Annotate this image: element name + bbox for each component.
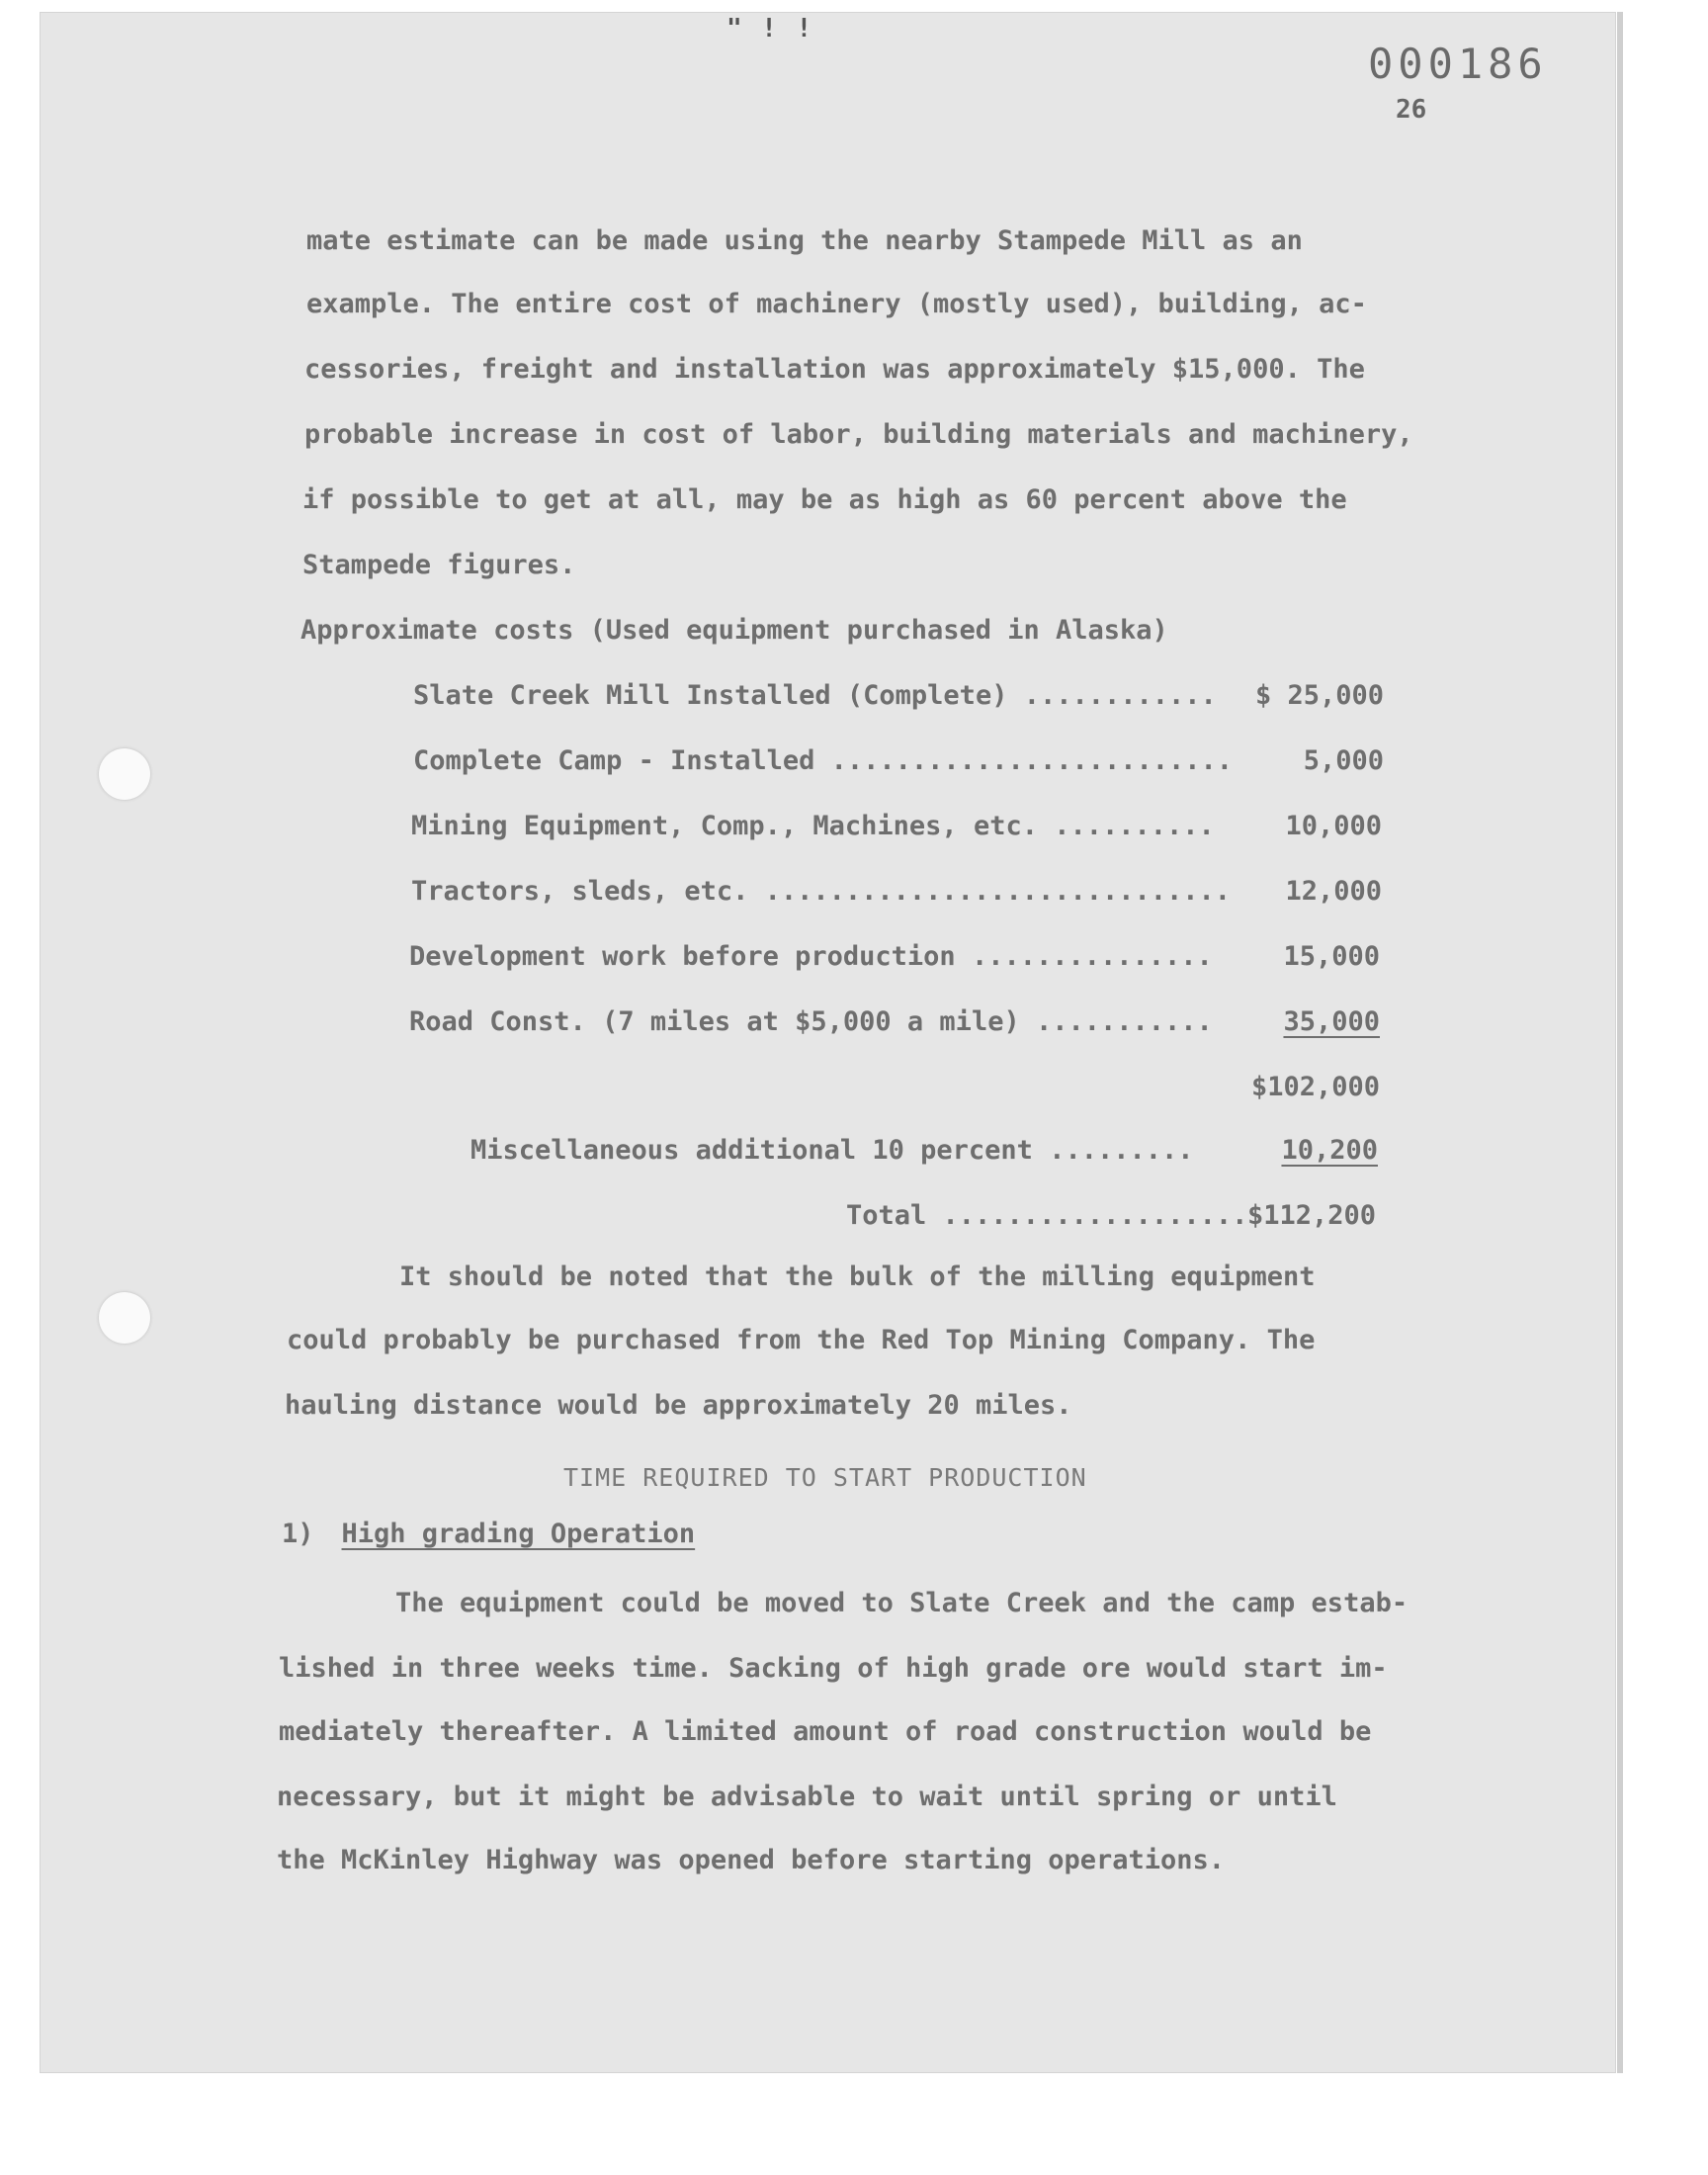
- note-line: It should be noted that the bulk of the milling equipment: [399, 1262, 1316, 1292]
- misc-row: [470, 1135, 1378, 1169]
- total-amount: $112,200: [1246, 1200, 1376, 1231]
- cost-row: [413, 680, 1384, 714]
- cost-label: Mining Equipment, Comp., Machines, etc. ..........: [411, 811, 1215, 841]
- cost-amount: 12,000: [1285, 876, 1382, 907]
- cost-amount: $ 25,000: [1254, 680, 1384, 711]
- section-heading: TIME REQUIRED TO START PRODUCTION: [563, 1463, 1087, 1492]
- cost-subtotal: $102,000: [1250, 1072, 1380, 1102]
- cost-amount: 35,000: [1283, 1006, 1380, 1037]
- page-number: 26: [1396, 95, 1427, 125]
- note-line: could probably be purchased from the Red Top Mining Company. The: [287, 1325, 1316, 1355]
- cost-amount: 15,000: [1283, 941, 1380, 972]
- cost-label: Tractors, sleds, etc. .............................: [411, 876, 1232, 907]
- intro-line: probable increase in cost of labor, building materials and machinery,: [304, 419, 1413, 450]
- cost-row: [409, 1006, 1380, 1040]
- costs-caption: Approximate costs (Used equipment purchased in Alaska): [300, 615, 1168, 646]
- misc-amount: 10,200: [1281, 1135, 1378, 1166]
- cost-amount: 10,000: [1285, 811, 1382, 841]
- scanned-page: [40, 12, 1616, 2073]
- binder-hole-bottom: [99, 1292, 150, 1344]
- subsection-title: High grading Operation: [341, 1519, 696, 1549]
- section-line: lished in three weeks time. Sacking of high grade ore would start im-: [279, 1653, 1388, 1684]
- section-line: the McKinley Highway was opened before starting operations.: [277, 1845, 1226, 1875]
- intro-line: if possible to get at all, may be as high as 60 percent above the: [302, 484, 1347, 515]
- total-row: [846, 1200, 1376, 1234]
- section-line: The equipment could be moved to Slate Creek and the camp estab-: [395, 1588, 1409, 1618]
- cost-row: [411, 876, 1382, 910]
- cost-label: Complete Camp - Installed .........................: [413, 745, 1234, 776]
- top-margin-mark: " ! !: [726, 14, 814, 44]
- intro-line: mate estimate can be made using the nearby Stampede Mill as an: [306, 225, 1303, 256]
- intro-line: cessories, freight and installation was approximately $15,000. The: [304, 354, 1365, 385]
- page-edge-shadow: [1617, 12, 1623, 2073]
- cost-label: Slate Creek Mill Installed (Complete) ............: [413, 680, 1217, 711]
- intro-line: example. The entire cost of machinery (mostly used), building, ac-: [306, 289, 1367, 319]
- section-line: mediately thereafter. A limited amount of road construction would be: [279, 1716, 1372, 1747]
- misc-label: Miscellaneous additional 10 percent .........: [470, 1135, 1194, 1166]
- note-line: hauling distance would be approximately 20 miles.: [285, 1390, 1072, 1421]
- cost-amount: 5,000: [1303, 745, 1384, 776]
- cost-row: [413, 745, 1384, 779]
- cost-label: Road Const. (7 miles at $5,000 a mile) ...........: [409, 1006, 1213, 1037]
- subsection-number: 1): [282, 1519, 314, 1549]
- section-line: necessary, but it might be advisable to wait until spring or until: [277, 1782, 1337, 1812]
- cost-label: Development work before production ...............: [409, 941, 1213, 972]
- intro-line: Stampede figures.: [302, 550, 576, 580]
- binder-hole-top: [99, 748, 150, 800]
- document-number: 000186: [1368, 40, 1548, 88]
- total-label: Total ...................: [846, 1200, 1248, 1231]
- subsection-heading: [282, 1519, 695, 1549]
- cost-row: [409, 941, 1380, 975]
- cost-row: [411, 811, 1382, 844]
